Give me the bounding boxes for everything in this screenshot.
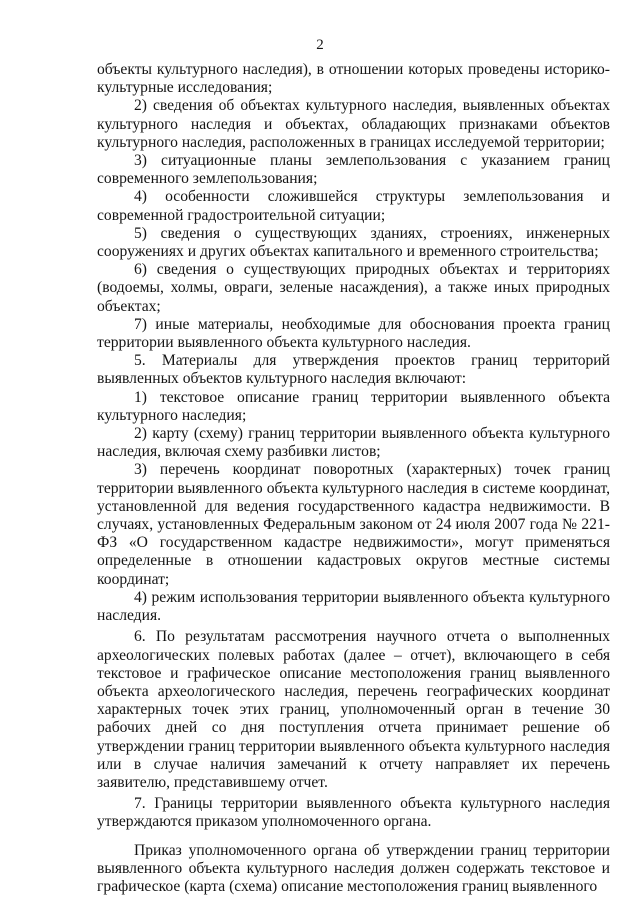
paragraph-section-7: 7. Границы территории выявленного объекта культурного наследия утверждаются приказом уполномоченного органа. [97,795,610,831]
paragraph-item-6: 6) сведения о существующих природных объектах и территориях (водоемы, холмы, овраги, зеленые насаждения), а также иных природных объектах; [97,261,610,315]
document-body [97,61,610,896]
paragraph-section-5-item-2: 2) карту (схему) границ территории выявленного объекта культурного наследия, включая схему разбивки листов; [97,425,610,461]
paragraph-section-5-item-4: 4) режим использования территории выявленного объекта культурного наследия. [97,588,610,625]
paragraph-section-6: 6. По результатам рассмотрения научного отчета о выполненных археологических полевых работах (далее – отчет), включающего в себя текстовое и графическое описание местоположения границ выявленного объекта археологического наследия, перечень географических координат характерных точек этих границ, уполномоченный орган в течение 30 рабочих дней со дня поступления отчета принимает решение об утверждении границ территории выявленного объекта культурного наследия или в случае наличия замечаний к отчету направляет их перечень заявителю, представившему отчет. [97,628,610,791]
paragraph-order-requirements: Приказ уполномоченного органа об утверждении границ территории выявленного объекта культурного наследия должен содержать текстовое и графическое (карта (схема) описание местоположения границ выявленного [97,841,610,895]
paragraph-item-3: 3) ситуационные планы землепользования с указанием границ современного землепользования; [97,152,610,188]
page-number: 2 [316,37,324,53]
paragraph-item-7: 7) иные материалы, необходимые для обоснования проекта границ территории выявленного объекта культурного наследия. [97,315,610,352]
paragraph-item-2: 2) сведения об объектах культурного наследия, выявленных объектах культурного наследия и объектах, обладающих признаками объектов культурного наследия, расположенных в границах исследуемой территории; [97,97,610,151]
paragraph-section-5-item-3: 3) перечень координат поворотных (характерных) точек границ территории выявленного объекта культурного наследия в системе координат, установленной для ведения государственного кадастра недвижимости. В случаях, установленных Федеральным законом от 24 июля 2007 года № 221-ФЗ «О государственном кадастре недвижимости», могут применяться определенные в отношении кадастровых округов местные системы координат; [97,461,610,588]
paragraph-continuation: объекты культурного наследия), в отношении которых проведены историко-культурные исследования; [97,61,610,97]
paragraph-section-5-item-1: 1) текстовое описание границ территории выявленного объекта культурного наследия; [97,388,610,424]
paragraph-item-5: 5) сведения о существующих зданиях, строениях, инженерных сооружениях и других объектах капитального и временного строительства; [97,224,610,261]
paragraph-item-4: 4) особенности сложившейся структуры землепользования и современной градостроительной ситуации; [97,188,610,224]
paragraph-section-5: 5. Материалы для утверждения проектов границ территорий выявленных объектов культурного наследия включают: [97,352,610,388]
